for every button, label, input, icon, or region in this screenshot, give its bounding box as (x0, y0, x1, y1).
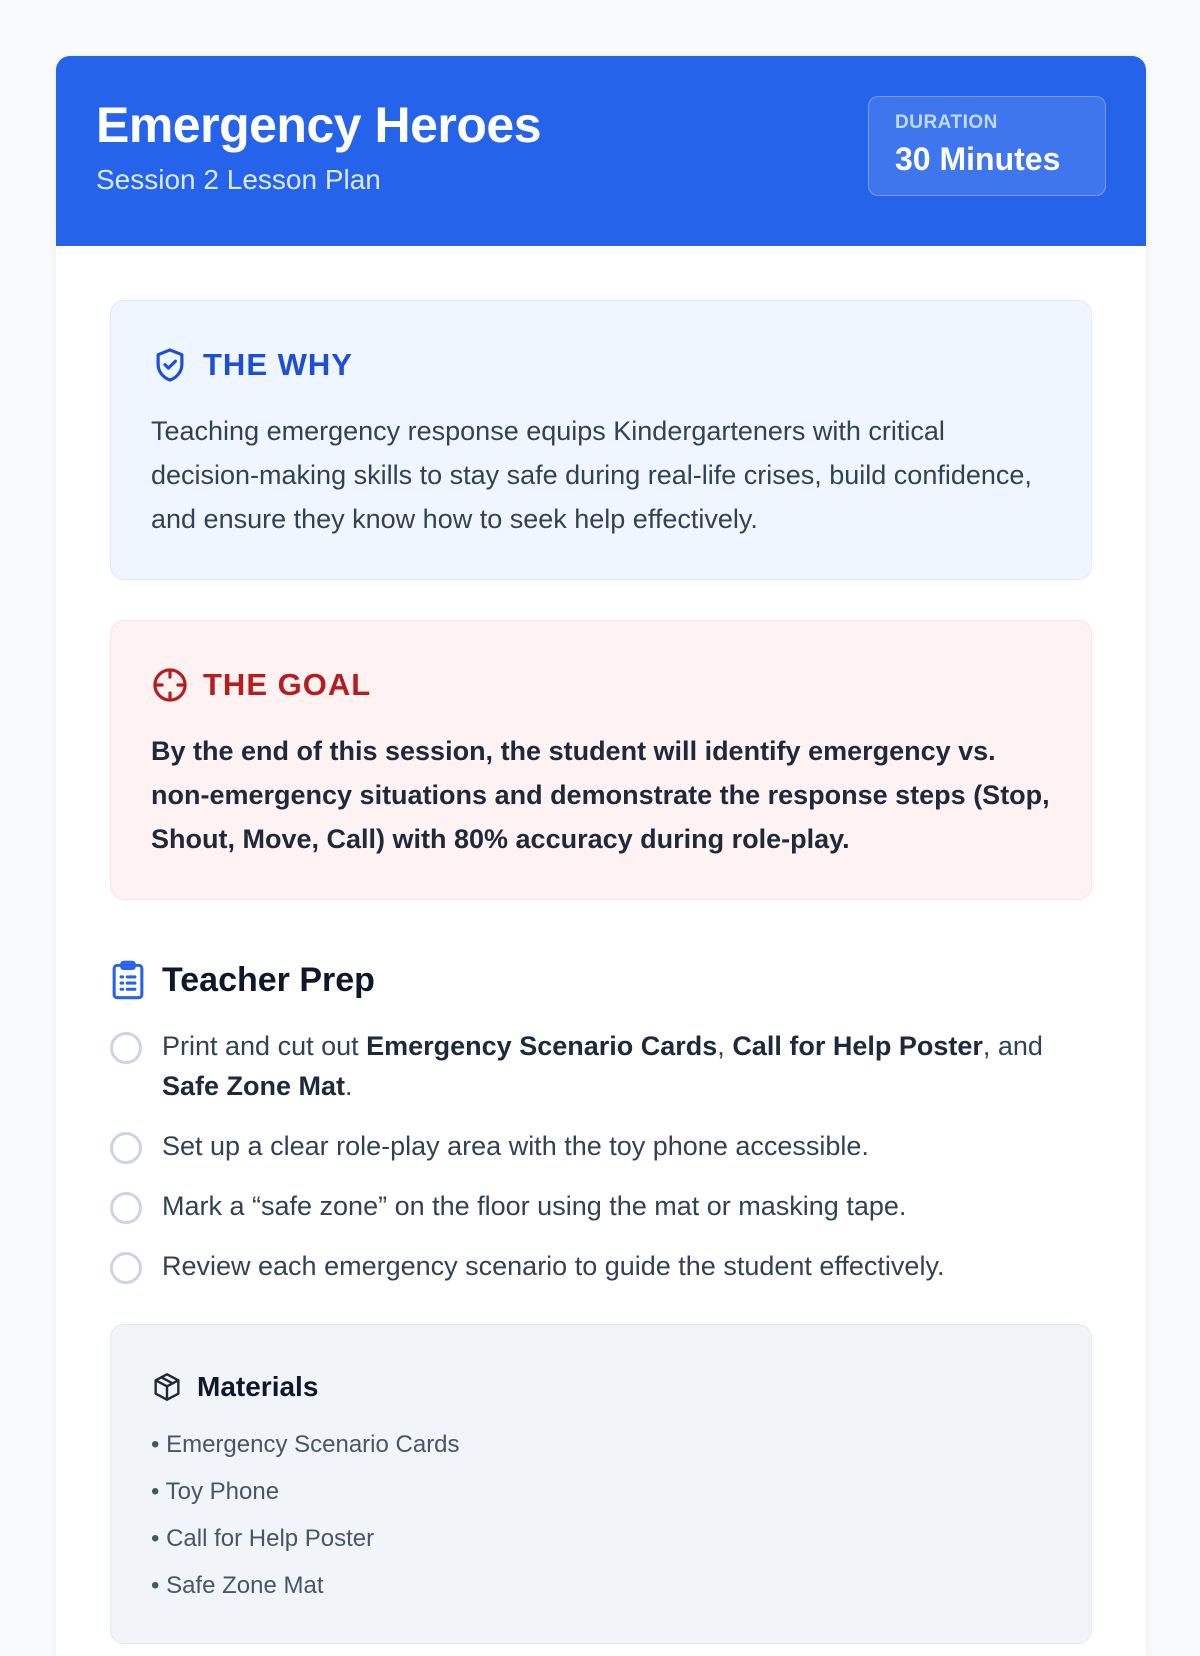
list-item: • Call for Help Poster (151, 1525, 375, 1552)
checklist-checkbox[interactable] (110, 1192, 142, 1224)
materials-heading-row (151, 1369, 1051, 1405)
text-segment: , and (982, 1031, 1043, 1061)
materials-heading: Materials (197, 1371, 319, 1402)
teacher-prep-checklist (110, 1026, 1092, 1286)
teacher-prep-heading: Teacher Prep (162, 960, 375, 999)
list-item: • Toy Phone (151, 1478, 280, 1505)
duration-label: DURATION (895, 112, 998, 133)
crosshair-icon (151, 666, 189, 704)
checklist-checkbox[interactable] (110, 1132, 142, 1164)
checklist-item (110, 1026, 1092, 1106)
goal-text: By the end of this session, the student will identify emergency vs. non-emergency situations and demonstrate the response steps (Stop, Shout, Move, Call) with 80% accuracy during role-play. (151, 736, 1050, 854)
checklist-item (110, 1246, 1092, 1286)
page-subtitle: Session 2 Lesson Plan (96, 164, 381, 195)
teacher-prep-heading-row (110, 958, 1092, 1002)
materials-list (151, 1421, 1051, 1609)
why-heading-row (151, 345, 1051, 385)
text-segment: . (345, 1071, 353, 1101)
materials-section (110, 1324, 1092, 1644)
material-name: Emergency Scenario Cards (366, 1031, 718, 1061)
shield-check-icon (151, 346, 189, 384)
why-text: Teaching emergency response equips Kindergarteners with critical decision-making skills to stay safe during real-life crises, build confidence, and ensure they know how to seek help effectively. (151, 416, 1032, 534)
page-title: Emergency Heroes (96, 97, 542, 153)
checklist-checkbox[interactable] (110, 1252, 142, 1284)
duration-value: 30 Minutes (895, 141, 1061, 177)
duration-badge (868, 96, 1106, 196)
checklist-item (110, 1126, 1092, 1166)
why-section (110, 300, 1092, 580)
list-item: • Emergency Scenario Cards (151, 1431, 460, 1458)
goal-section (110, 620, 1092, 900)
clipboard-list-icon (110, 960, 146, 1000)
material-name: Safe Zone Mat (162, 1071, 346, 1101)
checklist-item (110, 1186, 1092, 1226)
checklist-item-text: Set up a clear role-play area with the toy phone accessible. (162, 1131, 869, 1161)
lesson-header (56, 56, 1146, 246)
checklist-item-text: Mark a “safe zone” on the floor using the mat or masking tape. (162, 1191, 907, 1221)
text-segment: , (717, 1031, 733, 1061)
checklist-item-text (162, 1026, 1092, 1106)
lesson-plan-card (56, 56, 1146, 1656)
text-segment: Print and cut out (162, 1031, 367, 1061)
why-heading: THE WHY (203, 347, 353, 382)
checklist-item-text: Review each emergency scenario to guide the student effectively. (162, 1251, 945, 1281)
checklist-checkbox[interactable] (110, 1032, 142, 1064)
lesson-body (56, 246, 1146, 1644)
goal-heading-row (151, 665, 1051, 705)
material-name: Call for Help Poster (732, 1031, 983, 1061)
list-item: • Safe Zone Mat (151, 1572, 324, 1599)
package-icon (151, 1371, 183, 1403)
goal-heading: THE GOAL (203, 667, 372, 702)
